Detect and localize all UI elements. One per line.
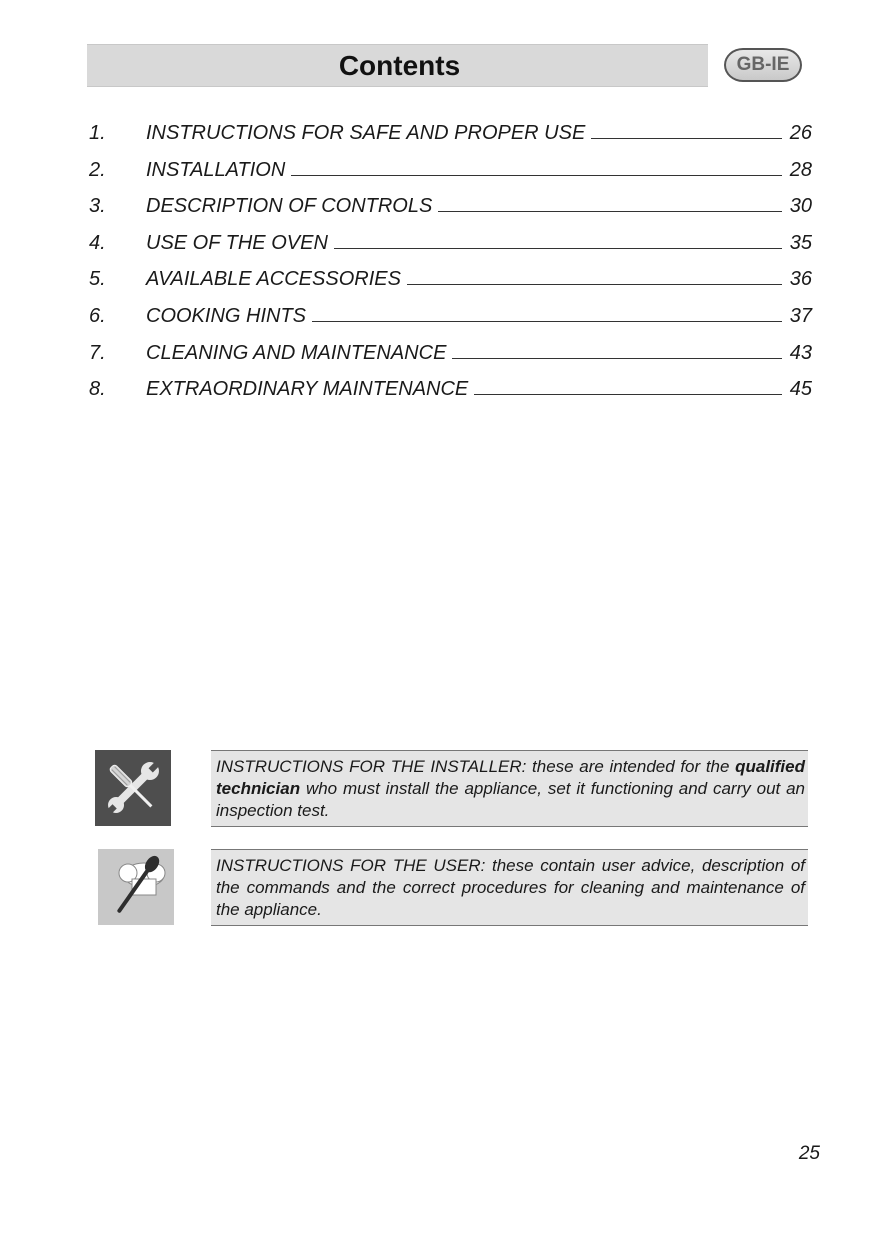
- toc-entry[interactable]: [89, 305, 812, 342]
- toc-entry-title: EXTRAORDINARY MAINTENANCE: [146, 378, 469, 401]
- toc-entry-number: 7.: [89, 341, 106, 364]
- installer-text-end: who must install the appliance, set it functioning and carry out an inspection test.: [216, 779, 805, 820]
- toc-entry[interactable]: [89, 122, 812, 159]
- installer-text-start: INSTRUCTIONS FOR THE INSTALLER: these are intended for the: [216, 757, 736, 776]
- toc-entry-number: 3.: [89, 195, 106, 218]
- installer-text-emphasis: qualified technician: [216, 757, 805, 798]
- wrench-screwdriver-icon: [95, 750, 171, 826]
- toc-entry[interactable]: [89, 342, 812, 379]
- toc-entry-number: 2.: [89, 158, 106, 181]
- toc-entry-title: USE OF THE OVEN: [146, 231, 328, 254]
- toc-leader-line: [407, 270, 782, 285]
- toc-leader-line: [452, 344, 782, 359]
- toc-entry-number: 5.: [89, 268, 106, 291]
- user-instructions-text: INSTRUCTIONS FOR THE USER: these contain user advice, description of the commands and the correct procedures for cleaning and maintenance of the appliance.: [211, 849, 808, 926]
- toc-leader-line: [438, 197, 782, 212]
- toc-entry-page: 36: [789, 268, 812, 291]
- toc-entry[interactable]: [89, 195, 812, 232]
- toc-entry-title: CLEANING AND MAINTENANCE: [146, 341, 447, 364]
- toc-entry-number: 8.: [89, 378, 106, 401]
- user-note: [95, 849, 808, 926]
- toc-leader-line: [591, 124, 782, 139]
- table-of-contents: [89, 122, 812, 415]
- toc-entry-page: 30: [789, 195, 812, 218]
- toc-entry-title: DESCRIPTION OF CONTROLS: [146, 195, 433, 218]
- toc-entry-page: 35: [789, 231, 812, 254]
- toc-entry[interactable]: [89, 232, 812, 269]
- page-title: Contents: [338, 49, 461, 81]
- toc-entry-page: 43: [789, 341, 812, 364]
- toc-entry[interactable]: [89, 159, 812, 196]
- contents-header: [87, 44, 708, 87]
- toc-leader-line: [291, 161, 782, 176]
- toc-entry-number: 1.: [89, 122, 106, 144]
- toc-entry-title: COOKING HINTS: [146, 304, 307, 327]
- language-badge: GB-IE: [724, 48, 802, 82]
- toc-leader-line: [312, 307, 782, 322]
- toc-leader-line: [334, 234, 782, 249]
- toc-entry-page: 26: [789, 122, 812, 144]
- toc-entry-title: INSTALLATION: [146, 158, 286, 181]
- toc-entry-title: AVAILABLE ACCESSORIES: [146, 268, 401, 291]
- toc-leader-line: [474, 380, 782, 395]
- toc-entry-page: 45: [789, 378, 812, 401]
- tools-icon: [95, 750, 171, 826]
- toc-entry-number: 6.: [89, 304, 106, 327]
- toc-entry-page: 37: [789, 304, 812, 327]
- installer-instructions-text: [211, 750, 808, 827]
- toc-entry-title: INSTRUCTIONS FOR SAFE AND PROPER USE: [146, 122, 586, 144]
- toc-entry-page: 28: [789, 158, 812, 181]
- page-number: 25: [798, 1143, 820, 1164]
- chef-hat-spoon-icon: [98, 849, 174, 925]
- toc-entry-number: 4.: [89, 231, 106, 254]
- toc-entry[interactable]: [89, 268, 812, 305]
- toc-entry[interactable]: [89, 378, 812, 415]
- chef-spoon-icon: [98, 849, 174, 925]
- installer-note: [95, 750, 808, 827]
